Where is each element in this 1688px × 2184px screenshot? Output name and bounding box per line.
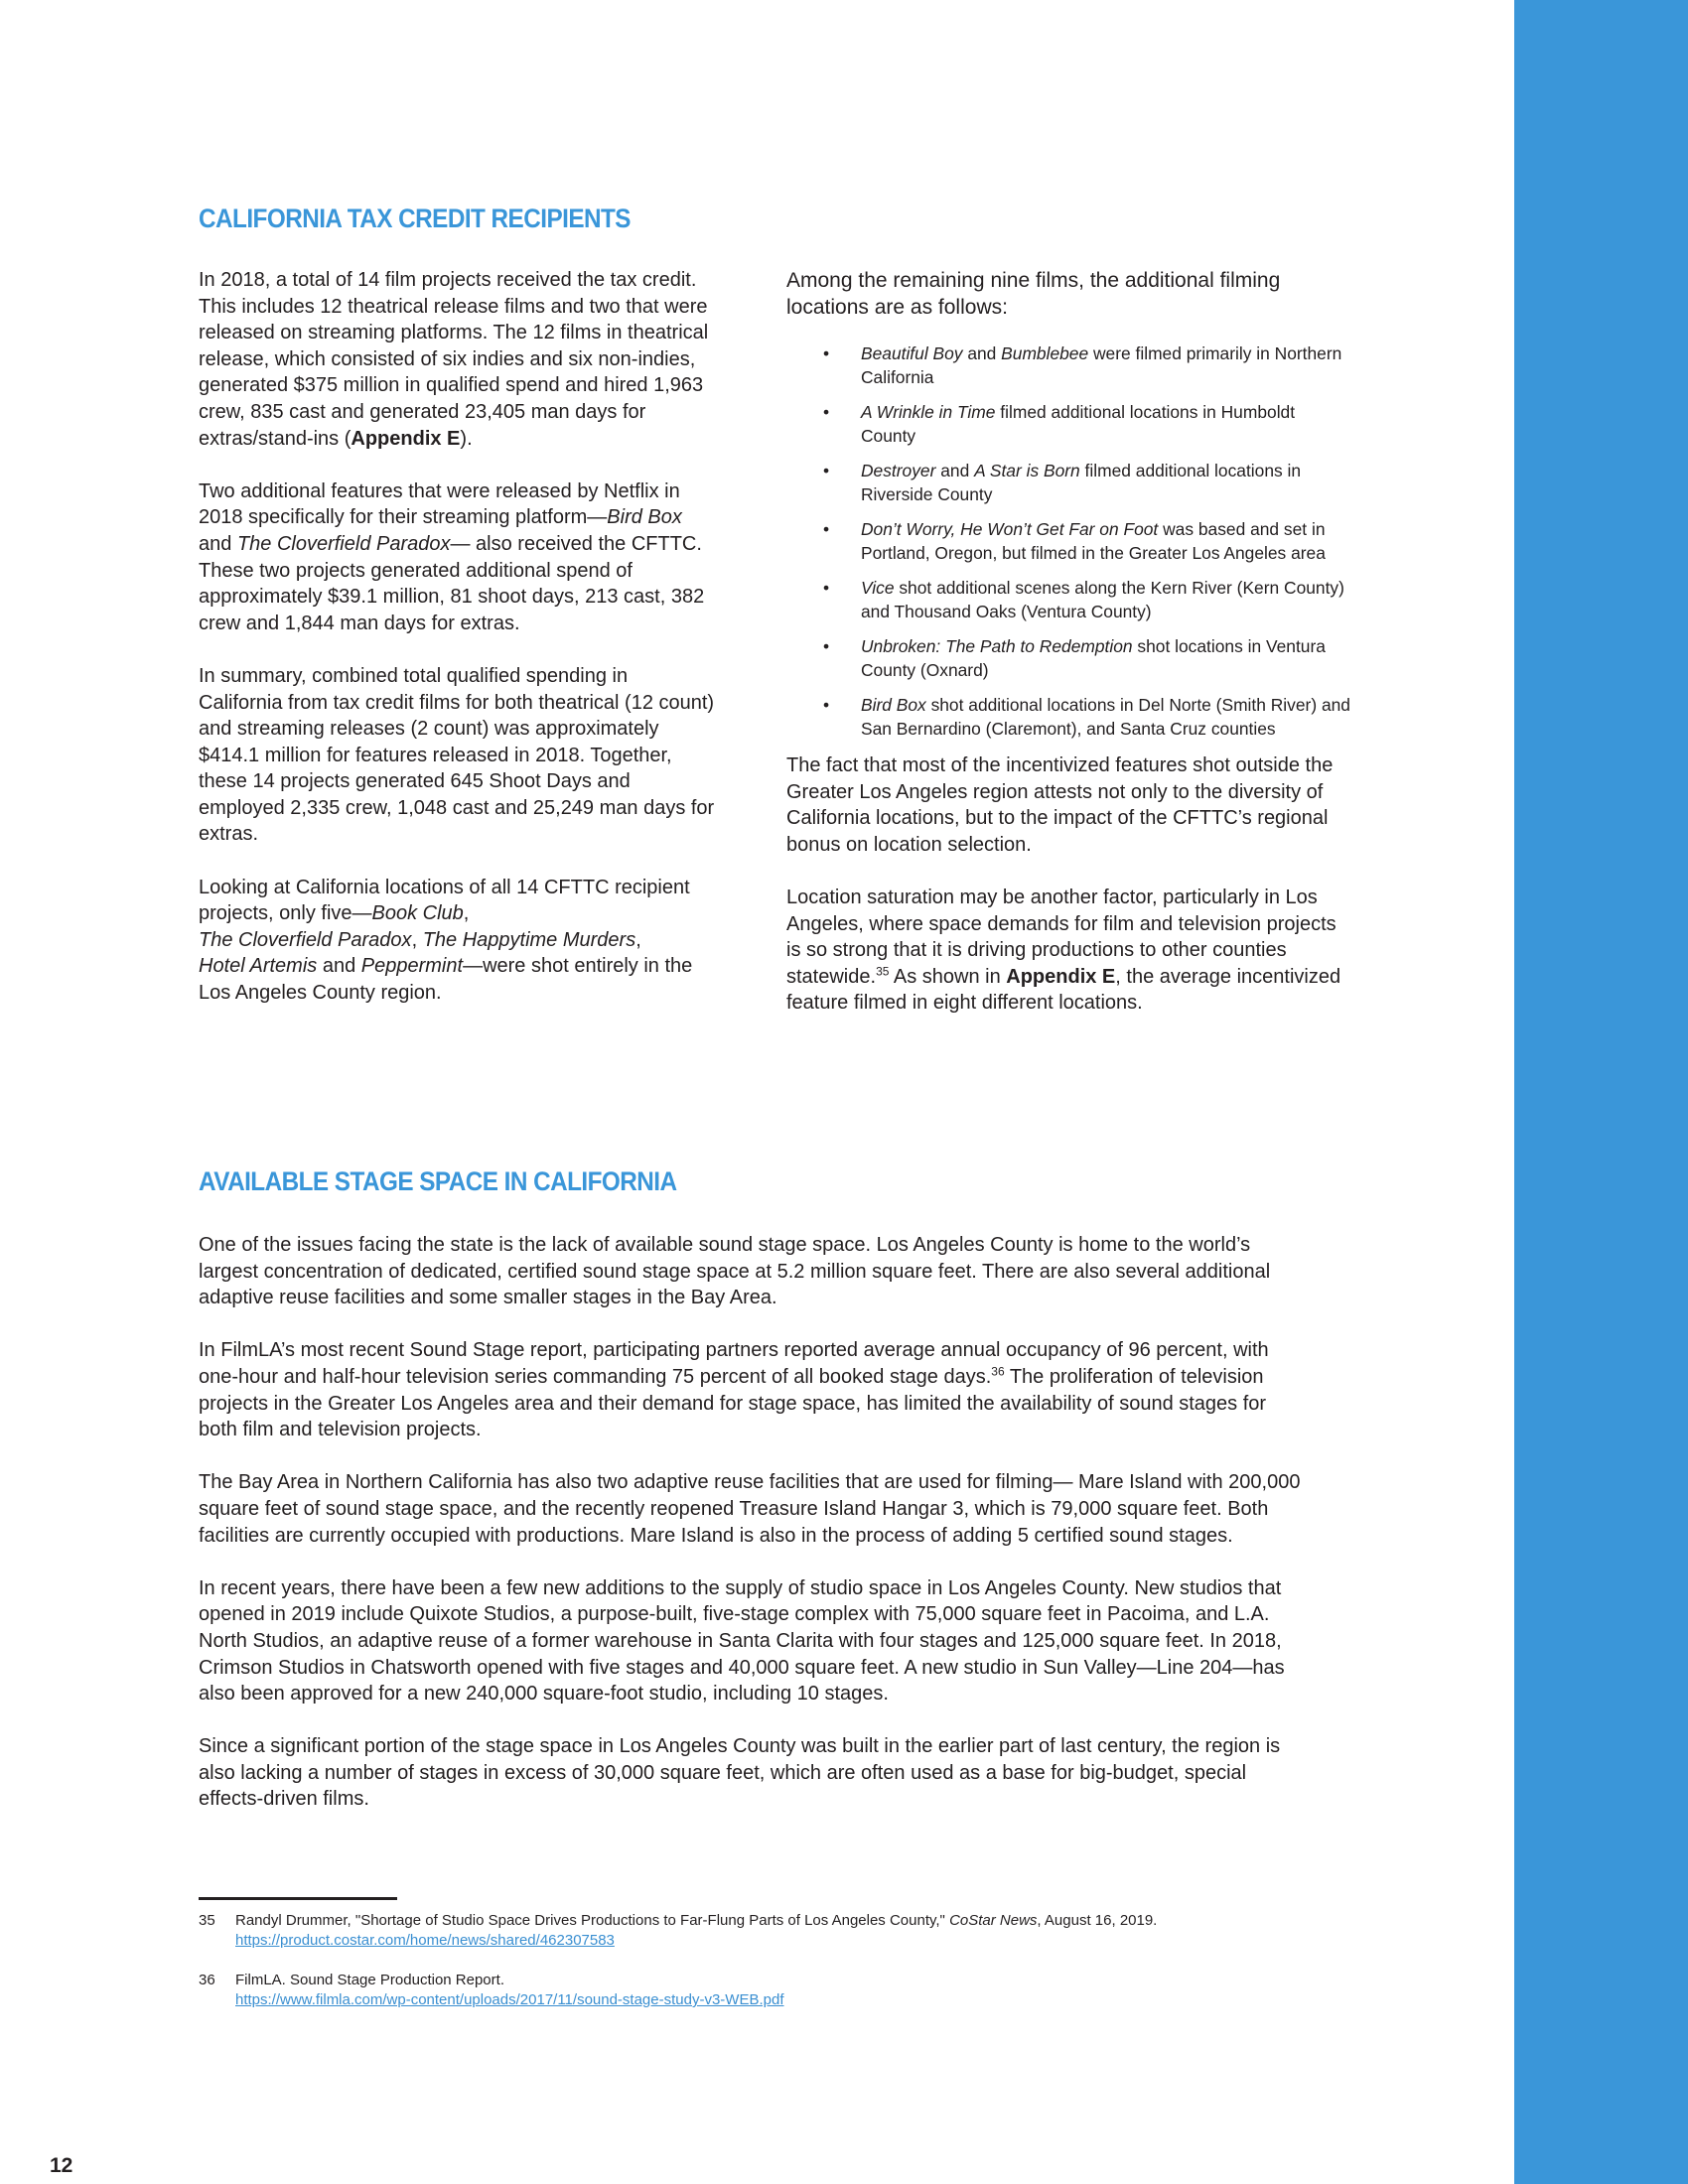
page-number: 12 bbox=[50, 2154, 73, 2177]
paragraph: Looking at California locations of all 14 CFTTC recipient projects, only five—Book Club, The Cloverfield Paradox, The Happytime Murders, Hotel Artemis and Peppermint—were shot entirely in the Los Angeles County region. bbox=[199, 876, 693, 1005]
blue-sidebar bbox=[1514, 0, 1688, 2184]
appendix-reference: Appendix E bbox=[1006, 965, 1116, 988]
appendix-reference: Appendix E bbox=[351, 427, 461, 450]
stage-space-body bbox=[199, 1232, 1306, 1840]
film-title: Hotel Artemis bbox=[199, 955, 318, 978]
footnote-link[interactable]: https://www.filmla.com/wp-content/uploads/2017/11/sound-stage-study-v3-WEB.pdf bbox=[235, 1991, 784, 2008]
list-item: • Unbroken: The Path to Redemption shot locations in Ventura County (Oxnard) bbox=[861, 635, 1352, 682]
film-title: The Happytime Murders bbox=[422, 928, 636, 951]
list-item: • Bird Box shot additional locations in Del Norte (Smith River) and San Bernardino (Claremont), and Santa Cruz counties bbox=[861, 694, 1352, 741]
paragraph: The fact that most of the incentivized features shot outside the Greater Los Angeles region attests not only to the diversity of California locations, but to the impact of the CFTTC’s regional bonus on location selection. bbox=[786, 754, 1334, 856]
paragraph: In 2018, a total of 14 film projects received the tax credit. This includes 12 theatrical release films and two that were released on streaming platforms. The 12 films in theatrical release, which consisted of six indies and six non-indies, generated $375 million in qualified spend and hired 1,963 crew, 835 cast and generated 23,405 man days for extras/stand-ins (Appendix E). bbox=[199, 269, 709, 450]
paragraph: Since a significant portion of the stage space in Los Angeles County was built in the earlier part of last century, the region is also lacking a number of stages in excess of 30,000 square feet, which are often used as a base for big-budget, special effects-driven films. bbox=[199, 1735, 1281, 1811]
film-title: Book Club bbox=[371, 902, 464, 925]
section-heading-tax-credit: CALIFORNIA TAX CREDIT RECIPIENTS bbox=[199, 204, 631, 233]
film-title: The Cloverfield Paradox bbox=[199, 928, 412, 951]
left-column bbox=[199, 267, 715, 1032]
footnote-ref: 35 bbox=[876, 964, 890, 979]
paragraph: The Bay Area in Northern California has also two adaptive reuse facilities that are used for filming— Mare Island with 200,000 square feet of sound stage space, and the recently reopened Treasure Island Hangar 3, which is 79,000 square feet. Both facilities are currently occupied with productions. Mare Island is also in the process of adding 5 certified sound stages. bbox=[199, 1471, 1301, 1547]
locations-intro: Among the remaining nine films, the additional filming locations are as follows: bbox=[786, 269, 1281, 319]
paragraph: Two additional features that were released by Netflix in 2018 specifically for their streaming platform—Bird Box and The Cloverfield Paradox— also received the CFTTC. These two projects generated additional spend of approximately $39.1 million, 81 shoot days, 213 cast, 382 crew and 1,844 man days for extras. bbox=[199, 479, 705, 634]
footnote-ref: 36 bbox=[991, 1364, 1005, 1379]
paragraph: Location saturation may be another factor, particularly in Los Angeles, where space demands for film and television projects is so strong that it is driving productions to other counties statewide.$^{35}$ As shown in Appendix E, the average incentivized feature filmed in eight different locations. bbox=[786, 886, 1341, 1015]
film-title: The Cloverfield Paradox bbox=[236, 532, 451, 555]
section-heading-stage-space: AVAILABLE STAGE SPACE IN CALIFORNIA bbox=[199, 1166, 677, 1196]
paragraph: In FilmLA’s most recent Sound Stage report, participating partners reported average annual occupancy of 96 percent, with one-hour and half-hour television series commanding 75 percent of all booked stage days.$^{36}$ The proliferation of television projects in the Greater Los Angeles area and their demand for stage space, has limited the availability of sound stages for both film and television projects. bbox=[199, 1339, 1269, 1441]
footnote-link[interactable]: https://product.costar.com/home/news/shared/462307583 bbox=[235, 1932, 615, 1949]
publication-name: CoStar News bbox=[949, 1912, 1038, 1929]
footnote-number: 35 bbox=[199, 1912, 215, 1929]
list-item: • Vice shot additional scenes along the Kern River (Kern County) and Thousand Oaks (Ventura County) bbox=[861, 577, 1352, 623]
film-title: Peppermint bbox=[360, 955, 464, 978]
footnote-divider bbox=[199, 1897, 397, 1900]
list-item: • Beautiful Boy and Bumblebee were filmed primarily in Northern California bbox=[861, 342, 1352, 389]
footnote-36: 36 FilmLA. Sound Stage Production Report. https://www.filmla.com/wp-content/uploads/2017/11/sound-stage-study-v3-WEB.pdf bbox=[199, 1971, 1340, 2010]
paragraph: In summary, combined total qualified spending in California from tax credit films for both theatrical (12 count) and streaming releases (2 count) was approximately $414.1 million for features released in 2018. Together, these 14 projects generated 645 Shoot Days and employed 2,335 crew, 1,048 cast and 25,249 man days for extras. bbox=[199, 664, 715, 846]
footnote-35: 35 Randyl Drummer, "Shortage of Studio Space Drives Productions to Far-Flung Parts of Los Angeles County," CoStar News, August 16, 2019. https://product.costar.com/home/news/shared/462307583 bbox=[199, 1911, 1340, 1951]
paragraph: In recent years, there have been a few new additions to the supply of studio space in Los Angeles County. New studios that opened in 2019 include Quixote Studios, a purpose-built, five-stage complex with 75,000 square feet in Pacoima, and L.A. North Studios, an adaptive reuse of a former warehouse in Santa Clarita with four stages and 125,000 square feet. In 2018, Crimson Studios in Chatsworth opened with five stages and 40,000 square feet. A new studio in Sun Valley—Line 204—has also been approved for a new 240,000 square-foot studio, including 10 stages. bbox=[199, 1576, 1285, 1706]
footnote-number: 36 bbox=[199, 1972, 215, 1988]
right-column bbox=[786, 267, 1352, 1043]
list-item: • Destroyer and A Star is Born filmed additional locations in Riverside County bbox=[861, 460, 1352, 506]
filming-locations-list bbox=[786, 342, 1352, 741]
list-item: • A Wrinkle in Time filmed additional locations in Humboldt County bbox=[861, 401, 1352, 448]
film-title: Bird Box bbox=[607, 506, 682, 529]
paragraph: One of the issues facing the state is the lack of available sound stage space. Los Angeles County is home to the world’s largest concentration of dedicated, certified sound stage space at 5.2 million square feet. There are also several additional adaptive reuse facilities and some smaller stages in the Bay Area. bbox=[199, 1234, 1271, 1309]
list-item: • Don’t Worry, He Won’t Get Far on Foot was based and set in Portland, Oregon, but filmed in the Greater Los Angeles area bbox=[861, 518, 1352, 565]
